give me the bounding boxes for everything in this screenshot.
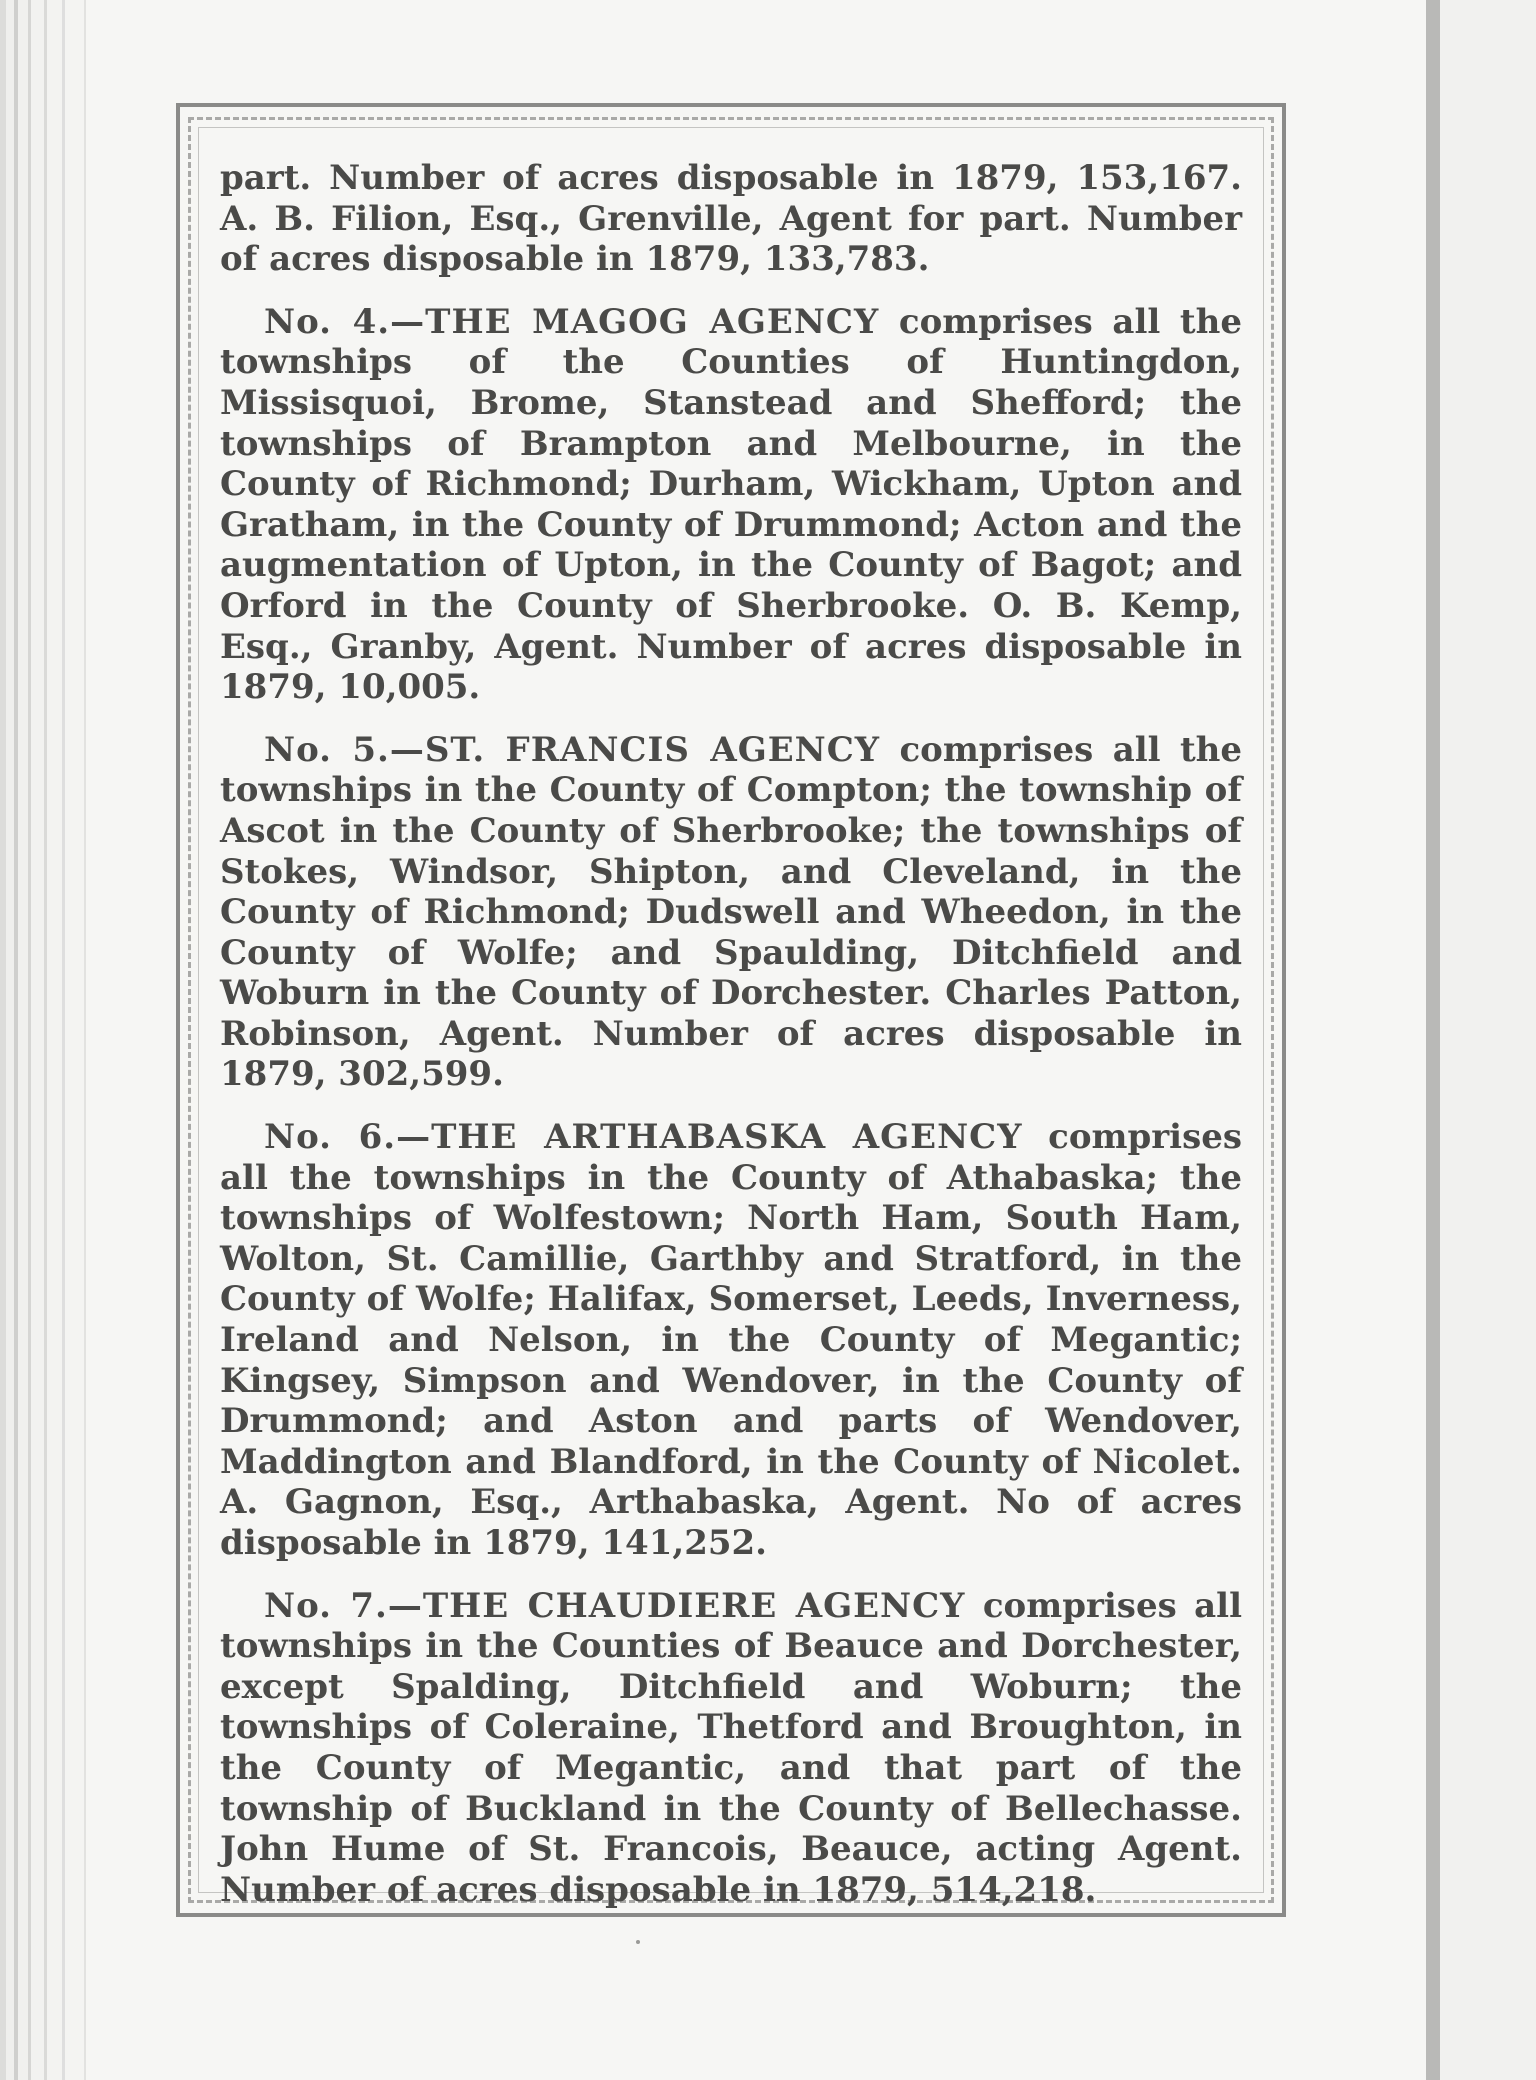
book-gutter <box>0 0 110 2080</box>
paragraph-continuation-text: part. Number of acres disposable in 1879, 153,167. A. B. Filion, Esq., Grenville, Agent for part. Number of acres disposable in 1879, 133,783. <box>220 158 1242 280</box>
arthabaska-agency-heading: No. 6.—THE ARTHABASKA AGENCY <box>264 1117 1023 1158</box>
right-page-edge <box>1426 0 1440 2080</box>
st-francis-agency-heading: No. 5.—ST. FRANCIS AGENCY <box>264 729 881 770</box>
paragraph-continuation <box>220 158 1242 280</box>
magog-agency-text: comprises all the townships of the Counties of Huntingdon, Missisquoi, Brome, Stanstead and Shefford; the townships of Brampton and Melbourne, in the County of Richmond; Durham, Wickham, Upton and Gratham, in the County of Drummond; Acton and the augmentation of Upton, in the County of Bagot; and Orford in the County of Sherbrooke. O. B. Kemp, Esq., Granby, Agent. Number of acres disposable in 1879, 10,005. <box>220 301 1242 708</box>
page-text <box>220 158 1242 1932</box>
magog-agency-heading: No. 4.—THE MAGOG AGENCY <box>264 301 880 342</box>
chaudiere-agency-text: comprises all townships in the Counties of Beauce and Dorchester, except Spalding, Ditchfield and Woburn; the townships of Coleraine, Thetford and Broughton, in the County of Megantic, and that part of the township of Buckland in the County of Bellechasse. John Hume of St. Francois, Beauce, acting Agent. Number of acres disposable in 1879, 514,218. <box>220 1585 1242 1910</box>
chaudiere-agency-heading: No. 7.—THE CHAUDIERE AGENCY <box>264 1585 966 1626</box>
paragraph-st-francis-agency <box>220 730 1242 1095</box>
page-speck <box>636 1940 640 1944</box>
st-francis-agency-text: comprises all the townships in the County of Compton; the township of Ascot in the County of Sherbrooke; the townships of Stokes, Windsor, Shipton, and Cleveland, in the County of Richmond; Dudswell and Wheedon, in the County of Wolfe; and Spaulding, Ditchfield and Woburn in the County of Dorchester. Charles Patton, Robinson, Agent. Number of acres disposable in 1879, 302,599. <box>220 729 1242 1095</box>
arthabaska-agency-text: comprises all the townships in the County of Athabaska; the townships of Wolfestown; North Ham, South Ham, Wolton, St. Camillie, Garthby and Stratford, in the County of Wolfe; Halifax, Somerset, Leeds, Inverness, Ireland and Nelson, in the County of Megantic; Kingsey, Simpson and Wendover, in the County of Drummond; and Aston and parts of Wendover, Maddington and Blandford, in the County of Nicolet. A. Gagnon, Esq., Arthabaska, Agent. No of acres disposable in 1879, 141,252. <box>220 1117 1242 1563</box>
paragraph-chaudiere-agency <box>220 1586 1242 1911</box>
paragraph-arthabaska-agency <box>220 1117 1242 1564</box>
right-margin <box>1440 0 1536 2080</box>
paragraph-magog-agency <box>220 302 1242 708</box>
